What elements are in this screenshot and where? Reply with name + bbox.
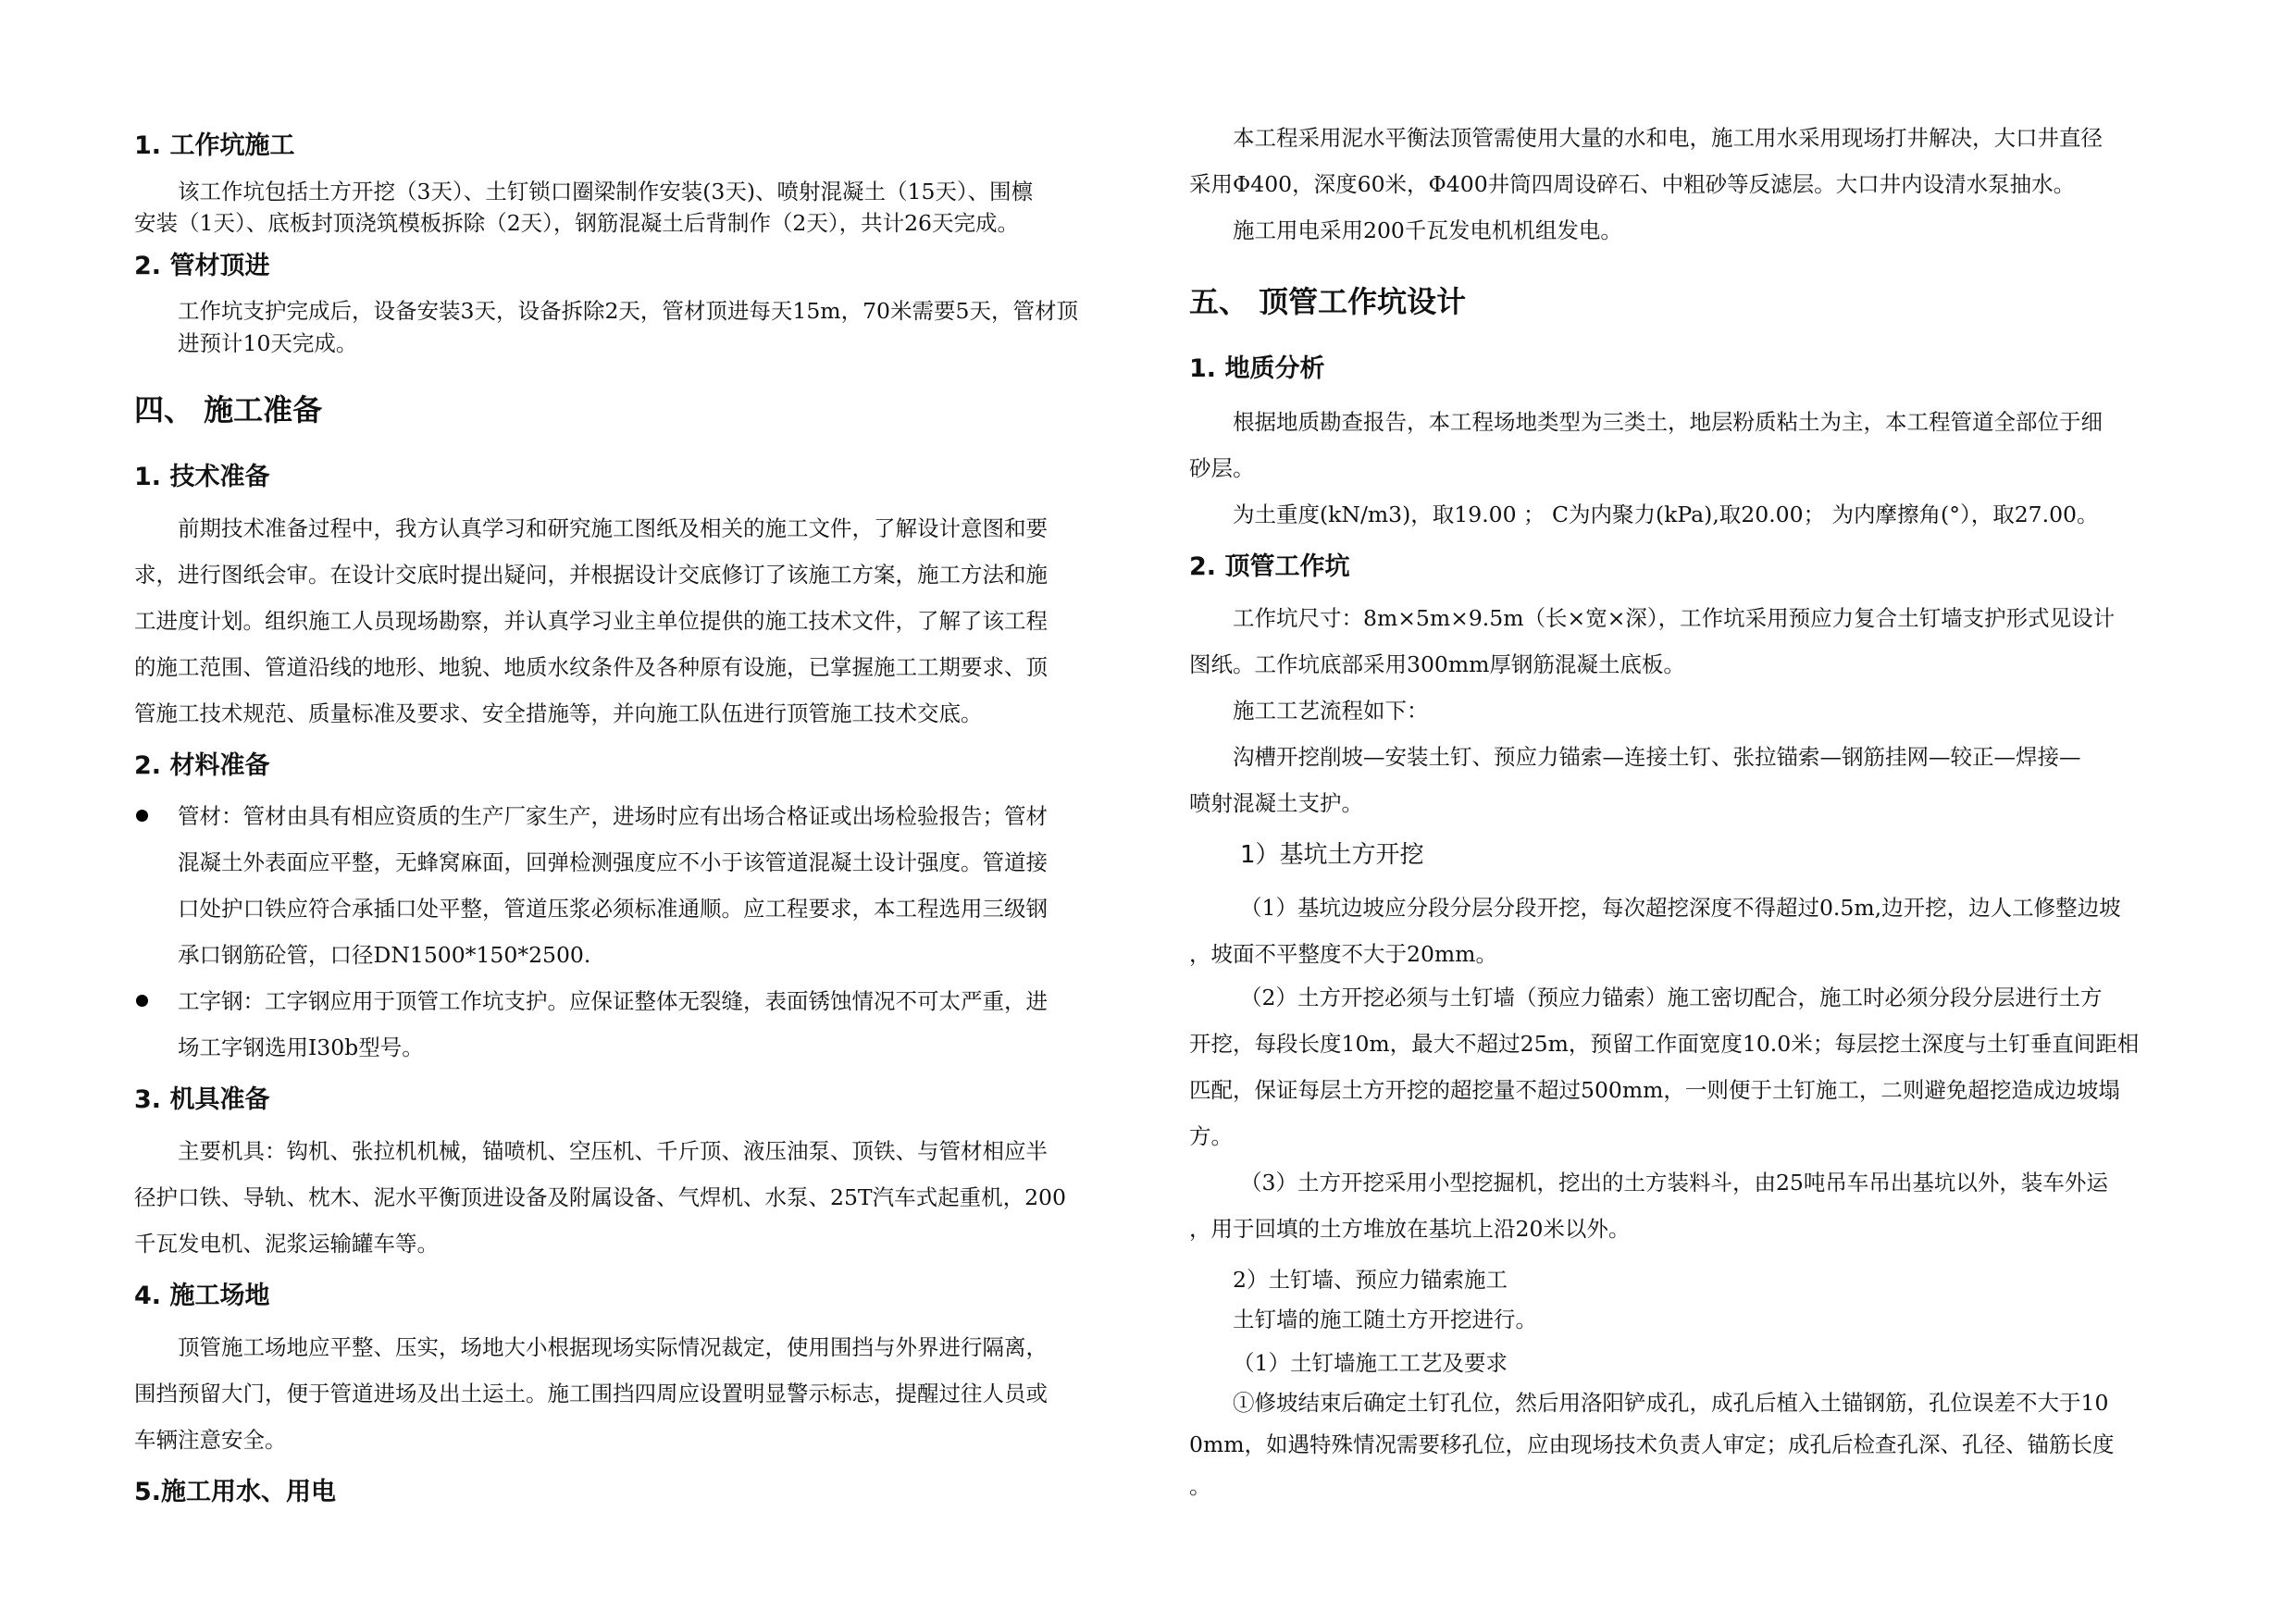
paragraph-line: 求，进行图纸会审。在设计交底时提出疑问，并根据设计交底修订了该施工方案，施工方法和施 xyxy=(134,562,1048,588)
bullet-line: 口处护口铁应符合承插口处平整，管道压浆必须标准通顺。应工程要求，本工程选用三级钢 xyxy=(178,896,1048,922)
paragraph-line: 该工作坑包括土方开挖（3天）、土钉锁口圈梁制作安装(3天)、喷射混凝土（15天）、围檩 xyxy=(178,179,1034,204)
paragraph-line: 围挡预留大门，便于管道进场及出土运土。施工围挡四周应设置明显警示标志，提醒过往人员或 xyxy=(134,1381,1048,1406)
paragraph-line: 进预计10天完成。 xyxy=(178,330,358,356)
paragraph-line: 工进度计划。组织施工人员现场勘察，并认真学习业主单位提供的施工技术文件，了解了该工程 xyxy=(134,608,1048,634)
paragraph-line: 施工工艺流程如下： xyxy=(1233,698,1429,724)
paragraph-line: 土钉墙的施工随土方开挖进行。 xyxy=(1233,1307,1537,1332)
paragraph-line: 方。 xyxy=(1189,1123,1233,1149)
paragraph-line: 安装（1天）、底板封顶浇筑模板拆除（2天），钢筋混凝土后背制作（2天），共计26天完成。 xyxy=(134,210,1020,236)
paragraph-line: 径护口铁、导轨、枕木、泥水平衡顶进设备及附属设备、气焊机、水泵、25T汽车式起重机，200 xyxy=(134,1184,1066,1210)
paragraph-line: 主要机具：钩机、张拉机机械，锚喷机、空压机、千斤顶、液压油泵、顶铁、与管材相应半 xyxy=(178,1138,1048,1164)
paragraph-line: 工作坑尺寸：8m×5m×9.5m（长×宽×深），工作坑采用预应力复合土钉墙支护形式见设计 xyxy=(1233,605,2116,631)
section-title-materials: 2. 材料准备 xyxy=(134,751,270,780)
bullet-line: 工字钢：工字钢应用于顶管工作坑支护。应保证整体无裂缝，表面锈蚀情况不可太严重，进 xyxy=(178,988,1048,1014)
paragraph-line: 图纸。工作坑底部采用300mm厚钢筋混凝土底板。 xyxy=(1189,651,1685,677)
paragraph-line: 车辆注意安全。 xyxy=(134,1427,287,1453)
paragraph-line: 喷射混凝土支护。 xyxy=(1189,790,1363,816)
section-title-machinery: 3. 机具准备 xyxy=(134,1085,270,1114)
paragraph-line: （1）基坑边坡应分段分层分段开挖，每次超挖深度不得超过0.5m,边开挖，边人工修整边坡 xyxy=(1240,895,2121,921)
paragraph-line: 管施工技术规范、质量标准及要求、安全措施等，并向施工队伍进行顶管施工技术交底。 xyxy=(134,700,983,726)
paragraph-line: 前期技术准备过程中，我方认真学习和研究施工图纸及相关的施工文件，了解设计意图和要 xyxy=(178,515,1048,541)
bullet-line: 承口钢筋砼管，口径DN1500*150*2500. xyxy=(178,942,591,968)
paragraph-line: 匹配，保证每层土方开挖的超挖量不超过500mm，一则便于土钉施工，二则避免超挖造成边坡塌 xyxy=(1189,1077,2120,1103)
section-title-jacking-pit: 2. 顶管工作坑 xyxy=(1189,552,1350,581)
paragraph-line: 施工用电采用200千瓦发电机机组发电。 xyxy=(1233,217,1622,243)
subsection-title-soil-nail: 2）土钉墙、预应力锚索施工 xyxy=(1233,1267,1508,1293)
bullet-line: 管材：管材由具有相应资质的生产厂家生产，进场时应有出场合格证或出场检验报告；管材 xyxy=(178,803,1048,829)
paragraph-line: 顶管施工场地应平整、压实，场地大小根据现场实际情况裁定，使用围挡与外界进行隔离， xyxy=(178,1334,1048,1360)
paragraph-line: ，用于回填的土方堆放在基坑上沿20米以外。 xyxy=(1189,1216,1631,1242)
paragraph-line: 根据地质勘查报告，本工程场地类型为三类土，地层粉质粘土为主，本工程管道全部位于细 xyxy=(1233,409,2103,435)
paragraph-line: 千瓦发电机、泥浆运输罐车等。 xyxy=(134,1231,439,1257)
paragraph-line: ①修坡结束后确定土钉孔位，然后用洛阳铲成孔，成孔后植入土锚钢筋，孔位误差不大于10 xyxy=(1233,1390,2109,1416)
paragraph-line: 本工程采用泥水平衡法顶管需使用大量的水和电，施工用水采用现场打井解决，大口井直径 xyxy=(1233,125,2103,151)
paragraph-line: （3）土方开挖采用小型挖掘机，挖出的土方装料斗，由25吨吊车吊出基坑以外，装车外运 xyxy=(1240,1170,2108,1196)
section-title-water-power: 5.施工用水、用电 xyxy=(134,1478,337,1506)
item-title-soil-nail-process: （1）土钉墙施工工艺及要求 xyxy=(1233,1350,1508,1376)
chapter-title-preparation: 四、 施工准备 xyxy=(134,392,323,427)
paragraph-line: 的施工范围、管道沿线的地形、地貌、地质水纹条件及各种原有设施，已掌握施工工期要求、顶 xyxy=(134,654,1048,680)
bullet-line: 混凝土外表面应平整，无蜂窝麻面，回弹检测强度应不小于该管道混凝土设计强度。管道接 xyxy=(178,849,1048,875)
paragraph-line: ，坡面不平整度不大于20mm。 xyxy=(1189,941,1497,967)
paragraph-line: 采用Φ400，深度60米，Φ400井筒四周设碎石、中粗砂等反滤层。大口井内设清水泵抽水。 xyxy=(1189,171,2076,197)
paragraph-line: 沟槽开挖削坡—安装土钉、预应力锚索—连接土钉、张拉锚索—钢筋挂网—较正—焊接— xyxy=(1233,744,2081,770)
section-title-tech-prep: 1. 技术准备 xyxy=(134,463,270,491)
paragraph-line: 。 xyxy=(1189,1473,1211,1499)
chapter-title-pit-design: 五、 顶管工作坑设计 xyxy=(1189,284,1467,319)
bullet-icon xyxy=(136,810,148,822)
section-title-work-pit: 1. 工作坑施工 xyxy=(134,131,295,160)
bullet-line: 场工字钢选用I30b型号。 xyxy=(178,1035,424,1060)
paragraph-line: 开挖，每段长度10m，最大不超过25m，预留工作面宽度10.0米；每层挖土深度与土钉垂直间距相 xyxy=(1189,1031,2140,1057)
bullet-icon xyxy=(136,995,148,1007)
section-title-site: 4. 施工场地 xyxy=(134,1282,270,1310)
paragraph-line: 砂层。 xyxy=(1189,455,1255,481)
subsection-title-excavation: 1）基坑土方开挖 xyxy=(1240,841,1424,869)
paragraph-line: 工作坑支护完成后，设备安装3天，设备拆除2天，管材顶进每天15m，70米需要5天，管材顶 xyxy=(178,298,1078,324)
section-title-geology: 1. 地质分析 xyxy=(1189,354,1325,383)
section-title-pipe-jacking: 2. 管材顶进 xyxy=(134,252,270,280)
paragraph-line: 0mm，如遇特殊情况需要移孔位，应由现场技术负责人审定；成孔后检查孔深、孔径、锚筋长度 xyxy=(1189,1431,2115,1457)
paragraph-line: （2）土方开挖必须与土钉墙（预应力锚索）施工密切配合，施工时必须分段分层进行土方 xyxy=(1240,985,2103,1010)
paragraph-line: 为土重度(kN/m3)，取19.00 ； C为内聚力(kPa),取20.00； 为内摩擦角(°），取27.00。 xyxy=(1233,502,2099,527)
